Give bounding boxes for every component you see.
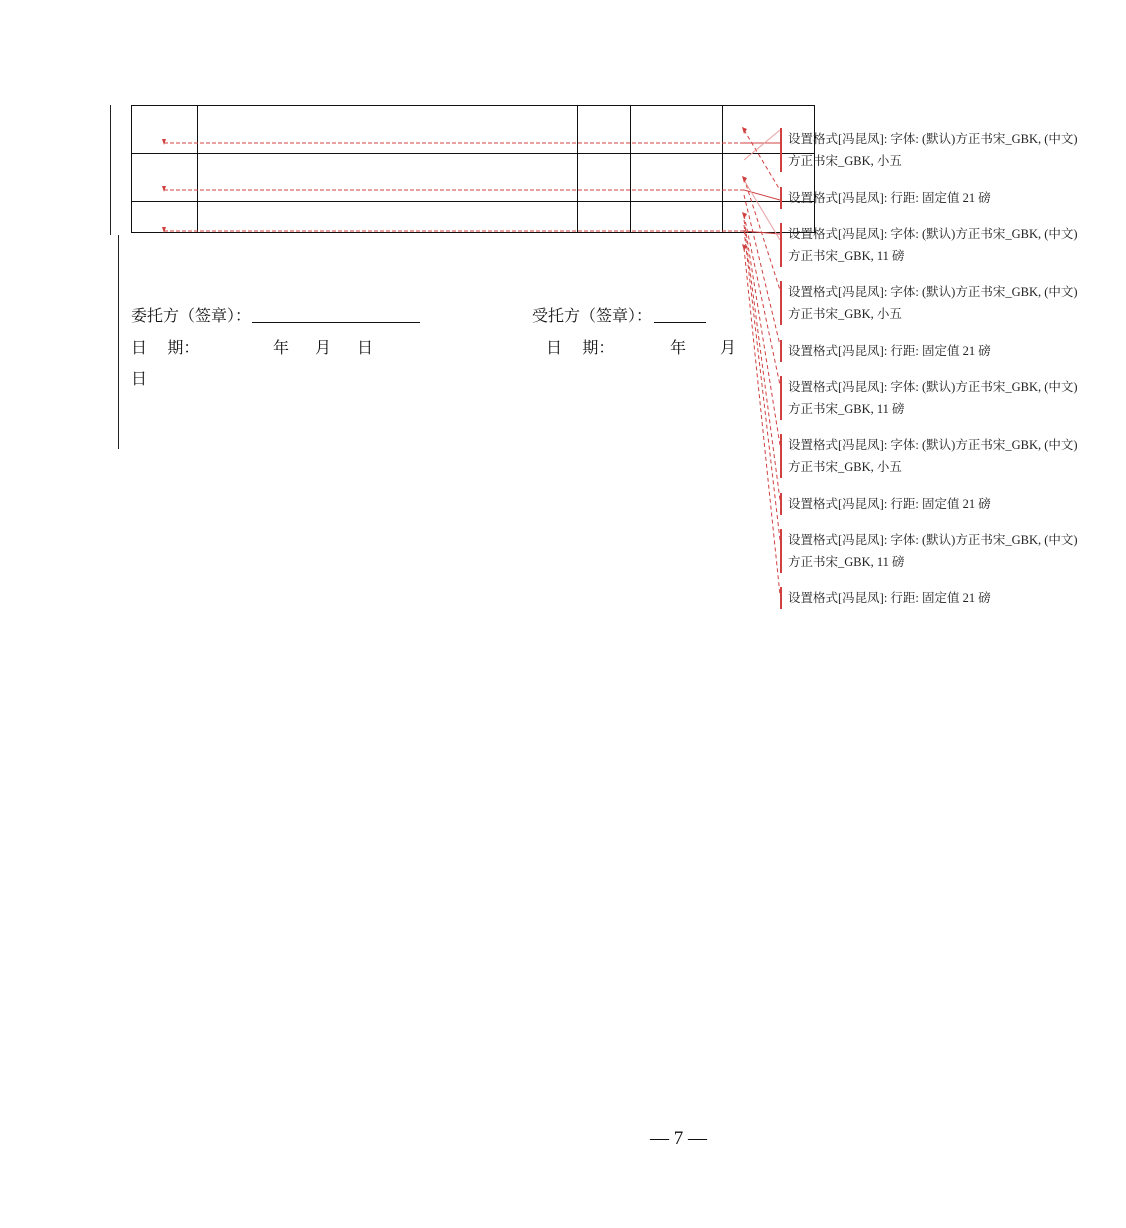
comment-text: 设置格式[冯昆凤]: 字体: (默认)方正书宋_GBK, (中文): [788, 438, 1078, 452]
comment-balloon[interactable]: [780, 587, 1126, 609]
comment-text: 方正书宋_GBK, 11 磅: [788, 555, 905, 569]
comment-text: 设置格式[冯昆凤]: 字体: (默认)方正书宋_GBK, (中文): [788, 380, 1078, 394]
comment-balloon[interactable]: [780, 223, 1126, 267]
comment-balloon[interactable]: [780, 340, 1126, 362]
comment-text: 方正书宋_GBK, 11 磅: [788, 402, 905, 416]
client-date-day: 日: [357, 338, 374, 357]
client-date-year: 年: [273, 338, 290, 357]
comment-balloon[interactable]: [780, 281, 1126, 325]
comment-balloon[interactable]: [780, 493, 1126, 515]
trustee-date-year: 年: [670, 338, 687, 357]
comment-balloon[interactable]: [780, 128, 1126, 172]
comment-text: 设置格式[冯昆凤]: 行距: 固定值 21 磅: [788, 591, 991, 605]
trustee-date-day: 日: [131, 369, 148, 388]
comment-balloon[interactable]: [780, 529, 1126, 573]
comment-text: 设置格式[冯昆凤]: 行距: 固定值 21 磅: [788, 497, 991, 511]
trustee-date-label: 日 期：: [546, 338, 615, 357]
comment-text: 方正书宋_GBK, 11 磅: [788, 249, 905, 263]
comment-text: 设置格式[冯昆凤]: 字体: (默认)方正书宋_GBK, (中文): [788, 132, 1078, 146]
client-date-label: 日 期：: [131, 338, 200, 357]
page-number: — 7 —: [650, 1128, 707, 1149]
trustee-signature-label: 受托方（签章）：: [532, 306, 653, 325]
comment-balloon[interactable]: [780, 434, 1126, 478]
comment-text: 方正书宋_GBK, 小五: [788, 460, 902, 474]
comment-text: 设置格式[冯昆凤]: 字体: (默认)方正书宋_GBK, (中文): [788, 285, 1078, 299]
comment-text: 设置格式[冯昆凤]: 字体: (默认)方正书宋_GBK, (中文): [788, 227, 1078, 241]
client-signature-label: 委托方（签章）：: [131, 306, 252, 325]
client-signature-line[interactable]: [252, 322, 420, 323]
comment-text: 方正书宋_GBK, 小五: [788, 307, 902, 321]
comment-text: 设置格式[冯昆凤]: 行距: 固定值 21 磅: [788, 191, 991, 205]
comment-text: 设置格式[冯昆凤]: 字体: (默认)方正书宋_GBK, (中文): [788, 533, 1078, 547]
comment-text: 方正书宋_GBK, 小五: [788, 154, 902, 168]
comment-balloon[interactable]: [780, 376, 1126, 420]
trustee-date-month: 月: [720, 338, 737, 357]
comment-text: 设置格式[冯昆凤]: 行距: 固定值 21 磅: [788, 344, 991, 358]
trustee-signature-line[interactable]: [654, 322, 706, 323]
comment-balloon[interactable]: [780, 187, 1126, 209]
client-date-month: 月: [315, 338, 332, 357]
